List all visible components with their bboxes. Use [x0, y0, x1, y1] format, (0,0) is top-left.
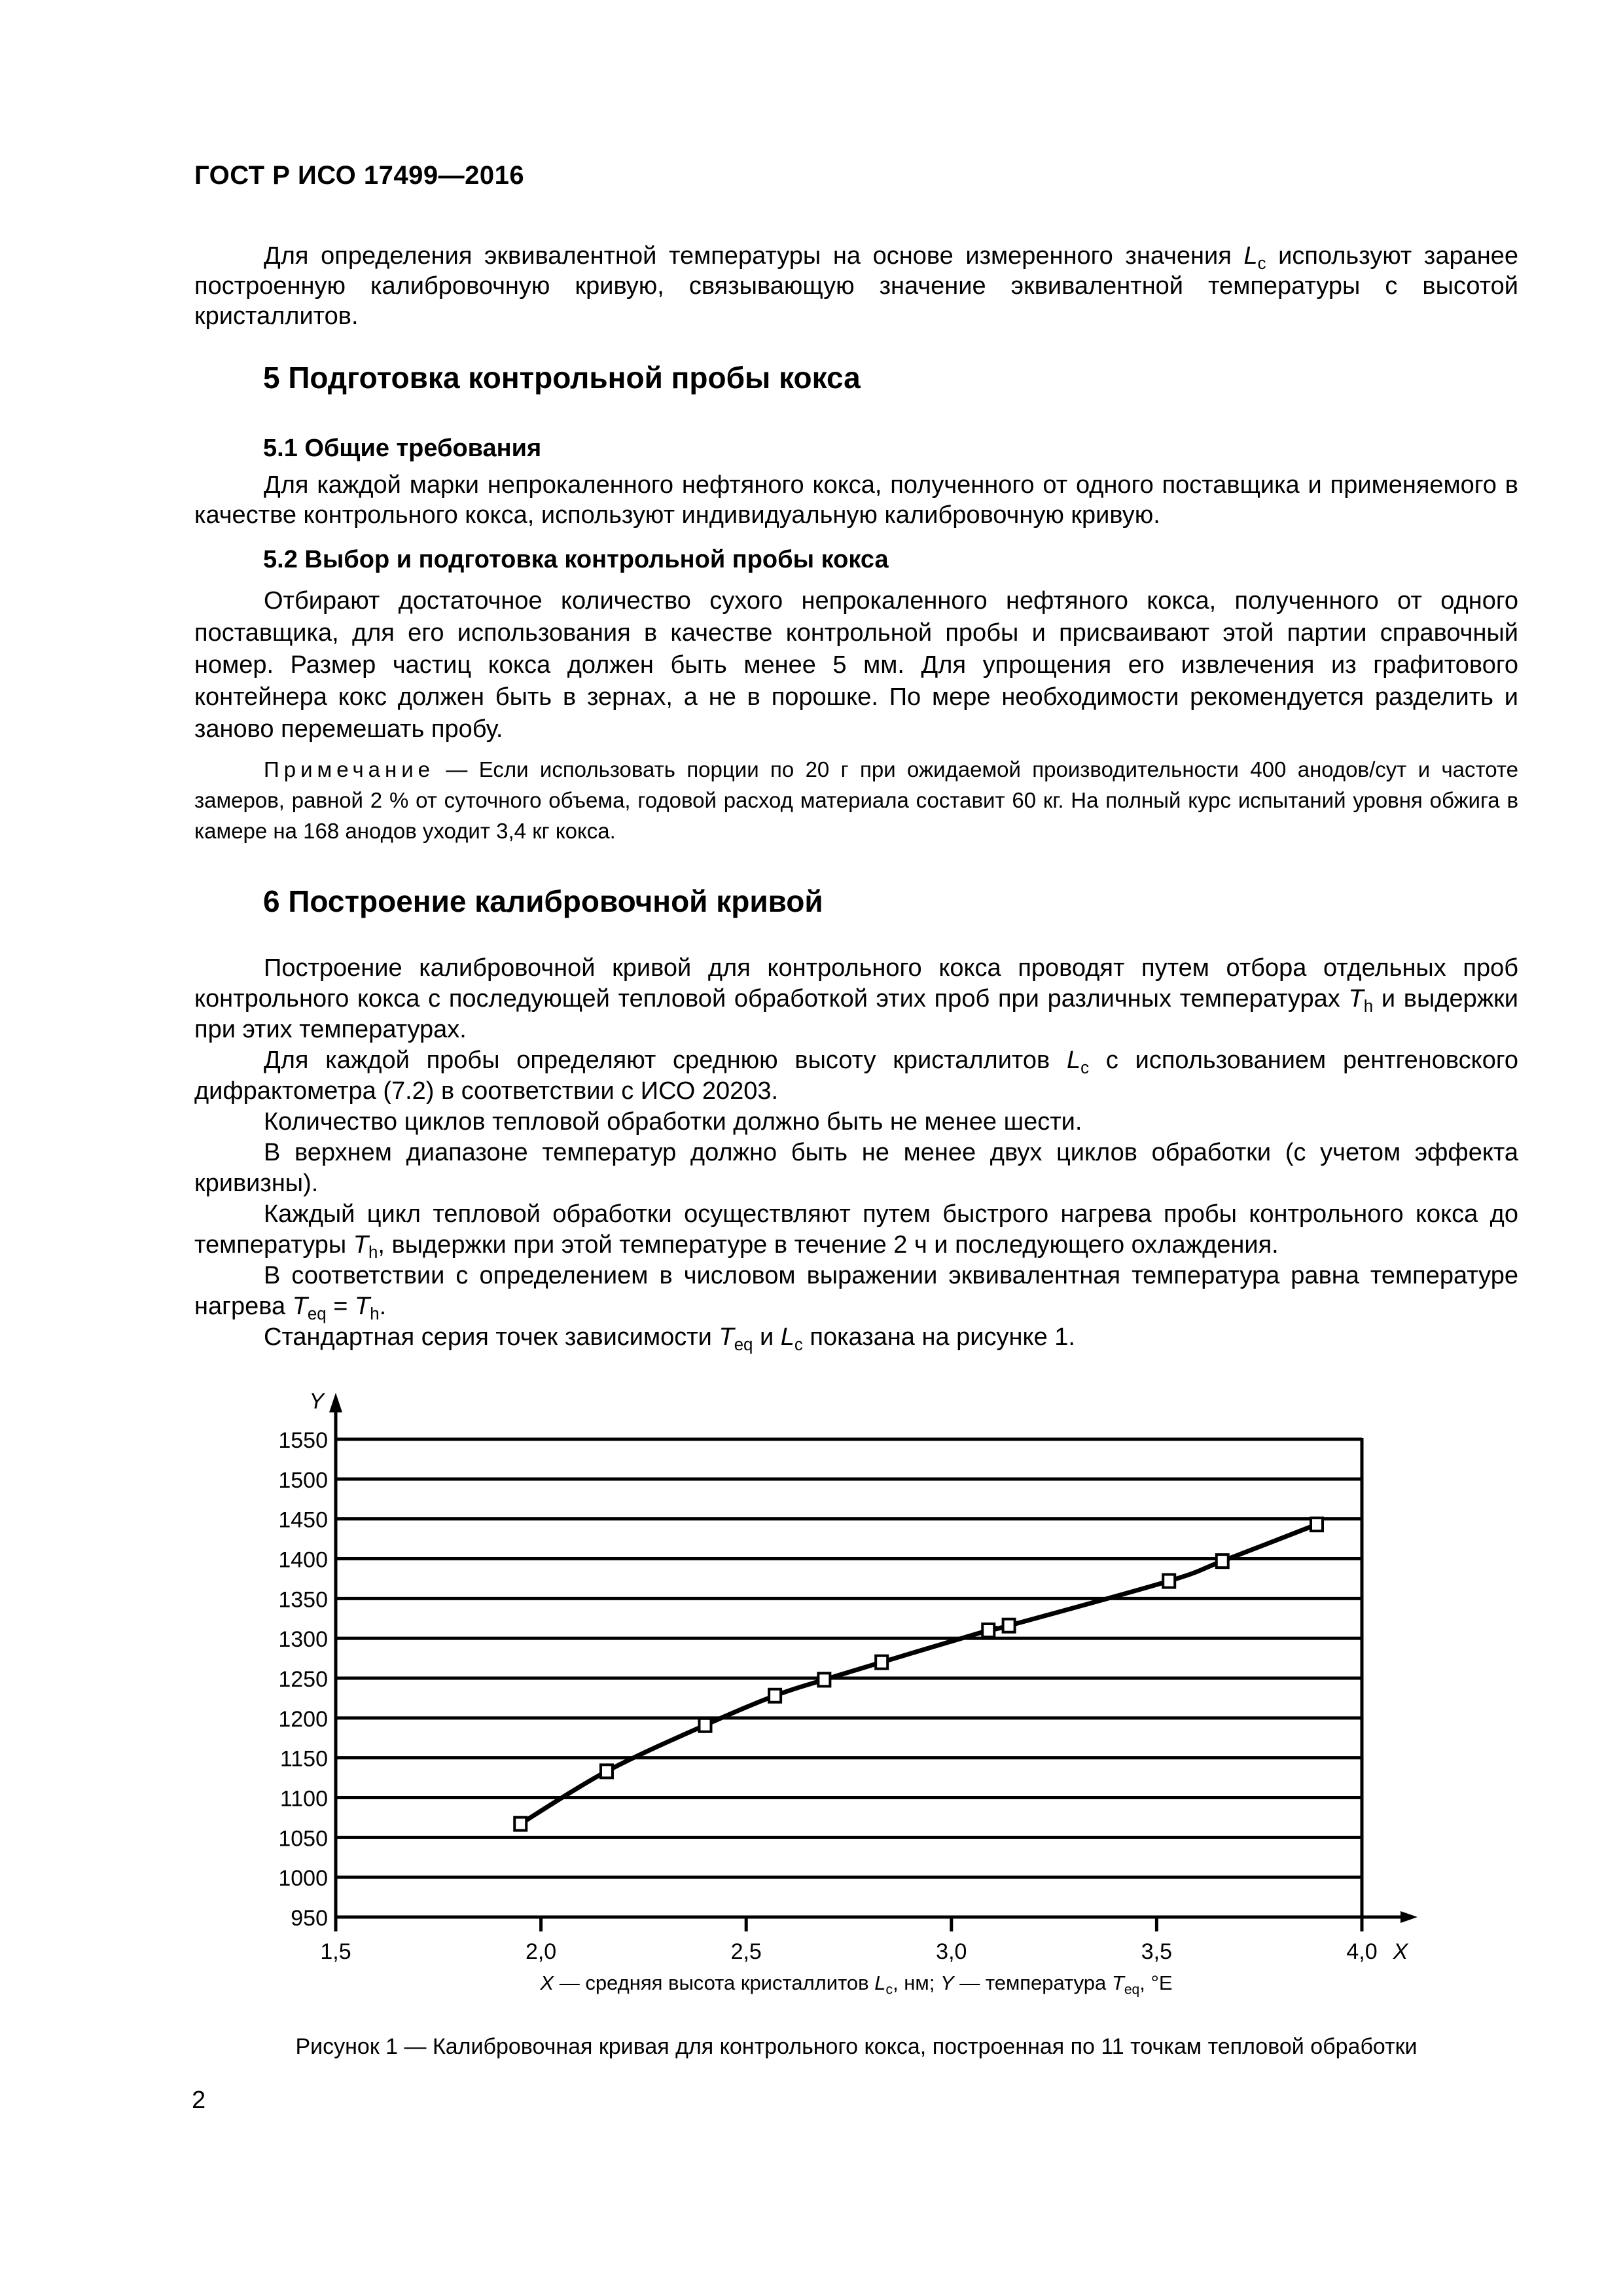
- x-tick-label: 2,5: [730, 1939, 762, 1964]
- axis-legend: [194, 1971, 1518, 1998]
- section-6-title: 6 Построение калибровочной кривой: [263, 884, 823, 918]
- sub: eq: [734, 1335, 753, 1354]
- y-tick-label: 1350: [278, 1587, 328, 1613]
- section-5-2-title: 5.2 Выбор и подготовка контрольной пробы кокса: [263, 546, 889, 573]
- page-number: 2: [192, 2087, 206, 2114]
- text: Отбирают достаточное количество сухого непрокаленного нефтяного кокса, полученного от одного поставщика, для его использования в качестве контрольной пробы и присваивают этой партии справочный номер. Размер частиц кокса должен быть менее 5 мм. Для упрощения его извлечения из графитового контейнера кокс должен быть в зернах, а не в порошке. По мере необходимости рекомендуется разделить и заново перемешать пробу.: [194, 587, 1518, 743]
- var-lc: L: [780, 1323, 794, 1351]
- figure-caption: Рисунок 1 — Калибровочная кривая для контрольного кокса, построенная по 11 точкам тепловой обработки: [295, 2034, 1418, 2059]
- var-th: T: [353, 1231, 369, 1259]
- x-tick-label: 1,5: [320, 1939, 351, 1964]
- var-lc: L: [1243, 242, 1258, 270]
- y-tick-label: 1050: [278, 1826, 328, 1852]
- data-point-marker: [818, 1673, 830, 1686]
- y-tick-label: 1000: [278, 1866, 328, 1892]
- sub: h: [370, 1304, 380, 1323]
- text: , выдержки при этой температуре в течение 2 ч и последующего охлаждения.: [378, 1231, 1279, 1259]
- data-point-marker: [1217, 1554, 1228, 1568]
- sub: h: [1363, 997, 1374, 1016]
- data-point-marker: [514, 1818, 526, 1831]
- note-label: Примечание: [264, 757, 435, 781]
- y-axis-label: Y: [309, 1389, 324, 1414]
- text: Построение калибровочной кривой для контрольного кокса проводят путем отбора отдельных проб контрольного кокса с последующей тепловой обработкой этих проб при различных температурах: [194, 954, 1518, 1013]
- x-symbol: X: [540, 1971, 554, 1994]
- var-th: T: [1348, 985, 1364, 1013]
- y-tick-label: 950: [291, 1906, 328, 1931]
- y-axis-arrow-icon: [329, 1393, 342, 1412]
- var-th: T: [354, 1293, 370, 1320]
- text: Стандартная серия точек зависимости: [264, 1323, 719, 1351]
- text: — температура: [954, 1971, 1112, 1994]
- text: .: [379, 1293, 387, 1320]
- y-tick-label: 1150: [279, 1746, 328, 1772]
- text: показана на рисунке 1.: [802, 1323, 1075, 1351]
- var-teq: T: [719, 1323, 734, 1351]
- document-header: ГОСТ Р ИСО 17499—2016: [194, 161, 525, 190]
- section-5-title: 5 Подготовка контрольной пробы кокса: [263, 361, 861, 395]
- sub: eq: [1124, 1982, 1140, 1998]
- y-tick-label: 1250: [278, 1667, 328, 1692]
- data-point-marker: [1311, 1518, 1323, 1531]
- x-tick-label: 3,5: [1141, 1939, 1173, 1964]
- x-tick-label: 4,0: [1346, 1939, 1378, 1964]
- text: В соответствии с определением в числовом выражении эквивалентная температура равна температуре нагрева: [194, 1262, 1518, 1320]
- text: , °E: [1139, 1971, 1173, 1994]
- text: , нм;: [893, 1971, 940, 1994]
- data-point-marker: [769, 1689, 781, 1702]
- y-tick-label: 1500: [278, 1467, 328, 1493]
- y-symbol: Y: [940, 1971, 954, 1994]
- note-text: — Если использовать порции по 20 г при ожидаемой производительности 400 анодов/сут и частоте замеров, равной 2 % от суточного объема, годовой расход материала составит 60 кг. На полный курс испытаний уровня обжига в камере на 168 анодов уходит 3,4 кг кокса.: [194, 757, 1518, 843]
- data-point-marker: [1003, 1619, 1015, 1632]
- x-tick-label: 2,0: [525, 1939, 557, 1964]
- text: Каждый цикл тепловой обработки осуществляют путем быстрого нагрева пробы контрольного кокса до температуры: [194, 1200, 1518, 1259]
- sub: c: [885, 1982, 893, 1998]
- x-axis-arrow-icon: [1400, 1911, 1418, 1923]
- var-teq: T: [1111, 1971, 1124, 1994]
- y-tick-label: 1450: [278, 1507, 328, 1533]
- sub: c: [794, 1335, 803, 1354]
- data-point-marker: [699, 1719, 711, 1732]
- var-lc: L: [1067, 1047, 1081, 1074]
- data-point-marker: [601, 1765, 613, 1778]
- sub: eq: [307, 1304, 327, 1323]
- y-tick-label: 1200: [278, 1706, 328, 1732]
- text: Для определения эквивалентной температуры на основе измеренного значения: [264, 242, 1244, 270]
- section-5-1-title: 5.1 Общие требования: [263, 435, 542, 462]
- data-point-marker: [1163, 1575, 1175, 1588]
- paragraph: Количество циклов тепловой обработки должно быть не менее шести.: [264, 1108, 1082, 1136]
- y-tick-label: 1300: [278, 1627, 328, 1653]
- text: =: [326, 1293, 355, 1320]
- text: — средняя высота кристаллитов: [554, 1971, 875, 1994]
- text: и: [753, 1323, 781, 1351]
- y-tick-label: 1550: [278, 1428, 328, 1453]
- y-tick-label: 1100: [279, 1786, 328, 1812]
- y-tick-label: 1400: [278, 1547, 328, 1573]
- data-point-marker: [876, 1656, 887, 1669]
- sub: h: [368, 1243, 378, 1262]
- sub: c: [1080, 1058, 1090, 1077]
- text: с использованием рентгеновского дифрактометра (7.2) в соответствии с ИСО 20203.: [194, 1047, 1518, 1105]
- sub: c: [1257, 254, 1266, 273]
- x-axis-label: X: [1393, 1939, 1408, 1964]
- text: и выдержки при этих температурах.: [194, 985, 1518, 1043]
- text: используют заранее построенную калибровочную кривую, связывающую значение эквивалентной температуры с высотой кристаллитов.: [194, 242, 1518, 330]
- var-lc: L: [874, 1971, 886, 1994]
- calibration-curve: [520, 1524, 1317, 1823]
- data-point-marker: [982, 1624, 994, 1637]
- text: Для каждой марки непрокаленного нефтяного кокса, полученного от одного поставщика и применяемого в качестве контрольного кокса, используют индивидуальную калибровочную кривую.: [194, 471, 1518, 529]
- x-tick-label: 3,0: [936, 1939, 967, 1964]
- var-teq: T: [292, 1293, 308, 1320]
- paragraph: В верхнем диапазоне температур должно быть не менее двух циклов обработки (с учетом эффекта кривизны).: [194, 1139, 1518, 1197]
- text: Для каждой пробы определяют среднюю высоту кристаллитов: [264, 1047, 1067, 1074]
